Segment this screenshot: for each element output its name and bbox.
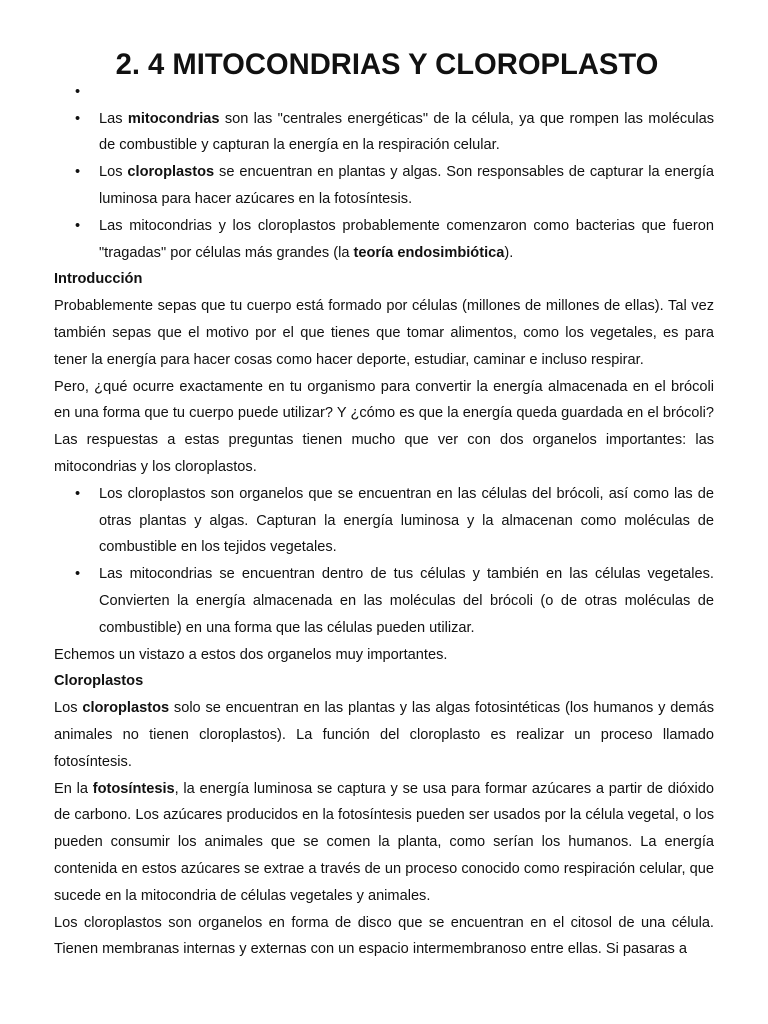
paragraph: Pero, ¿qué ocurre exactamente en tu organismo para convertir la energía almacenada en el brócoli en una forma que tu cuerpo puede utilizar? Y ¿cómo es que la energía queda guardada en el brócoli? Las respuestas a estas preguntas tienen mucho que ver con dos organelos importantes: las mitocondrias y los cloroplastos. xyxy=(54,378,714,475)
document-page xyxy=(54,49,714,963)
page-title: 2. 4 MITOCONDRIAS Y CLOROPLASTO xyxy=(115,49,659,81)
paragraph-text: , la energía luminosa se captura y se usa para formar azúcares a partir de dióxido de carbono. Los azúcares producidos en la fotosíntesis pueden ser usados por la célula vegetal, o los pueden consumir los animales que se comen la planta, como serían los humanos. La energía contenida en estos azúcares se extrae a través de un proceso conocido como respiración celular, que sucede en la mitocondria de células vegetales y animales. xyxy=(54,780,714,904)
paragraph: Los cloroplastos son organelos en forma de disco que se encuentran en el citosol de una célula. Tienen membranas internas y externas con un espacio intermembranoso entre ellas. Si pasaras a xyxy=(54,914,714,958)
summary-bullet-list xyxy=(54,79,714,267)
bullet-icon: • xyxy=(75,110,81,127)
bullet-icon: • xyxy=(75,485,81,502)
bold-term: cloroplastos xyxy=(127,164,215,181)
list-item-text: ). xyxy=(504,244,514,261)
list-item xyxy=(54,481,714,561)
paragraph: Echemos un vistazo a estos dos organelos muy importantes. xyxy=(54,646,448,663)
bold-term: fotosíntesis xyxy=(92,780,175,797)
paragraph-text: Los xyxy=(54,700,83,717)
section-heading-cloroplastos: Cloroplastos xyxy=(54,673,144,690)
list-item xyxy=(54,213,714,267)
list-item-text: Los cloroplastos son organelos que se encuentran en las células del brócoli, así como las de otras plantas y algas. Capturan la energía luminosa y la almacenan como moléculas de combustible en los tejidos vegetales. xyxy=(99,485,714,556)
paragraph xyxy=(54,695,714,775)
paragraph-text: En la xyxy=(54,780,93,797)
paragraph-text: solo se encuentran en las plantas y las algas fotosintéticas (los humanos y demás animales no tienen cloroplastos). La función del cloroplasto es realizar un proceso llamado fotosíntesis. xyxy=(54,700,714,770)
bold-term: cloroplastos xyxy=(82,700,170,717)
bullet-icon: • xyxy=(75,566,81,583)
bold-term: mitocondrias xyxy=(127,110,220,127)
paragraph: Probablemente sepas que tu cuerpo está formado por células (millones de millones de ellas). Tal vez también sepas que el motivo por el que tienes que tomar alimentos, como los vegetales, es para tener la energía para hacer cosas como hacer deporte, estudiar, caminar e incluso respirar. xyxy=(54,298,714,368)
list-item-text: Las xyxy=(99,110,128,127)
list-item xyxy=(54,79,714,106)
bullet-icon: • xyxy=(75,164,81,181)
intro-bullet-list xyxy=(54,481,714,642)
list-item-text: son las "centrales energéticas" de la célula, ya que rompen las moléculas de combustible y capturan la energía en la respiración celular. xyxy=(99,110,714,154)
list-item-text: se encuentran en plantas y algas. Son responsables de capturar la energía luminosa para hacer azúcares en la fotosíntesis. xyxy=(99,164,714,207)
list-item-text: Los xyxy=(99,164,128,181)
list-item xyxy=(54,106,714,160)
list-item-text: Las mitocondrias y los cloroplastos probablemente comenzaron como bacterias que fueron "tragadas" por células más grandes (la xyxy=(99,217,714,261)
bold-term: teoría endosimbiótica xyxy=(353,244,505,261)
bullet-icon: • xyxy=(75,83,81,100)
paragraph xyxy=(54,776,714,910)
list-item-text: Las mitocondrias se encuentran dentro de tus células y también en las células vegetales. Convierten la energía almacenada en las moléculas del brócoli (o de otras moléculas de combustible) en una forma que las células pueden utilizar. xyxy=(99,566,714,636)
list-item xyxy=(54,159,714,213)
list-item xyxy=(54,561,714,641)
section-heading-introduccion: Introducción xyxy=(54,271,143,288)
bullet-icon: • xyxy=(75,217,81,234)
